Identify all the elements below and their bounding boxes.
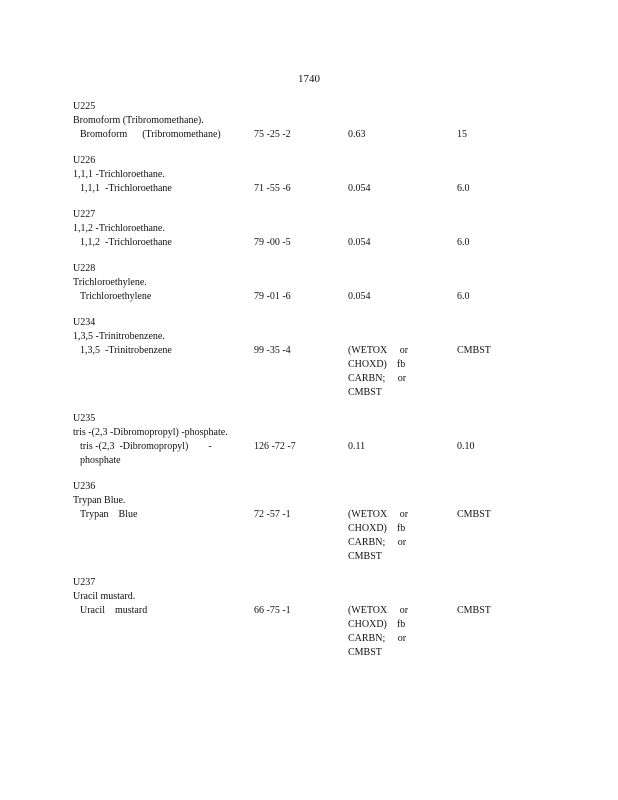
waste-description: 1,1,2 -Trichloroethane. xyxy=(73,223,165,234)
cas-number: 79 -01 -6 xyxy=(254,291,291,302)
waste-description: Trypan Blue. xyxy=(73,495,126,506)
wastewater-standard: 0.054 xyxy=(348,291,371,302)
waste-code: U227 xyxy=(73,209,96,220)
waste-entry xyxy=(73,208,603,250)
nonwastewater-standard: CMBST xyxy=(457,345,491,356)
constituent-row xyxy=(73,128,603,142)
waste-description: Uracil mustard. xyxy=(73,591,136,602)
waste-entry xyxy=(73,316,603,400)
nonwastewater-standard: 6.0 xyxy=(457,291,470,302)
waste-entry xyxy=(73,100,603,142)
cas-number: 79 -00 -5 xyxy=(254,237,291,248)
waste-code: U236 xyxy=(73,481,96,492)
waste-entry xyxy=(73,412,603,468)
waste-code: U225 xyxy=(73,101,96,112)
waste-code: U228 xyxy=(73,263,96,274)
constituent-name: tris -(2,3 -Dibromopropyl) - phosphate xyxy=(80,441,212,466)
waste-description: 1,1,1 -Trichloroethane. xyxy=(73,169,165,180)
nonwastewater-standard: 15 xyxy=(457,129,467,140)
constituent-row xyxy=(73,344,603,400)
page-number: 1740 xyxy=(298,73,320,85)
waste-entry xyxy=(73,576,603,660)
waste-description: tris -(2,3 -Dibromopropyl) -phosphate. xyxy=(73,427,228,438)
constituent-row xyxy=(73,508,603,564)
wastewater-standard: (WETOX or CHOXD) fb CARBN; or CMBST xyxy=(348,345,409,398)
waste-description: 1,3,5 -Trinitrobenzene. xyxy=(73,331,165,342)
constituent-row xyxy=(73,440,603,468)
wastewater-standard: (WETOX or CHOXD) fb CARBN; or CMBST xyxy=(348,605,409,658)
constituent-row xyxy=(73,604,603,660)
nonwastewater-standard: CMBST xyxy=(457,605,491,616)
cas-number: 72 -57 -1 xyxy=(254,509,291,520)
constituent-row xyxy=(73,182,603,196)
constituent-row xyxy=(73,290,603,304)
constituent-name: Uracil mustard xyxy=(80,605,148,616)
cas-number: 66 -75 -1 xyxy=(254,605,291,616)
constituent-name: 1,1,2 -Trichloroethane xyxy=(80,237,172,248)
nonwastewater-standard: 6.0 xyxy=(457,183,470,194)
wastewater-standard: 0.054 xyxy=(348,183,371,194)
constituent-name: Bromoform (Tribromomethane) xyxy=(80,129,221,140)
constituent-name: Trichloroethylene xyxy=(80,291,152,302)
wastewater-standard: (WETOX or CHOXD) fb CARBN; or CMBST xyxy=(348,509,409,562)
waste-code: U234 xyxy=(73,317,96,328)
wastewater-standard: 0.63 xyxy=(348,129,366,140)
waste-description: Bromoform (Tribromomethane). xyxy=(73,115,204,126)
wastewater-standard: 0.11 xyxy=(348,441,366,452)
waste-code: U237 xyxy=(73,577,96,588)
waste-entry xyxy=(73,154,603,196)
nonwastewater-standard: 0.10 xyxy=(457,441,475,452)
waste-entry xyxy=(73,262,603,304)
nonwastewater-standard: CMBST xyxy=(457,509,491,520)
waste-code: U226 xyxy=(73,155,96,166)
constituent-name: 1,1,1 -Trichloroethane xyxy=(80,183,172,194)
constituent-name: 1,3,5 -Trinitrobenzene xyxy=(80,345,172,356)
waste-code-list xyxy=(73,100,603,672)
waste-description: Trichloroethylene. xyxy=(73,277,147,288)
cas-number: 99 -35 -4 xyxy=(254,345,291,356)
cas-number: 126 -72 -7 xyxy=(254,441,296,452)
wastewater-standard: 0.054 xyxy=(348,237,371,248)
nonwastewater-standard: 6.0 xyxy=(457,237,470,248)
cas-number: 75 -25 -2 xyxy=(254,129,291,140)
waste-entry xyxy=(73,480,603,564)
constituent-row xyxy=(73,236,603,250)
cas-number: 71 -55 -6 xyxy=(254,183,291,194)
waste-code: U235 xyxy=(73,413,96,424)
constituent-name: Trypan Blue xyxy=(80,509,138,520)
